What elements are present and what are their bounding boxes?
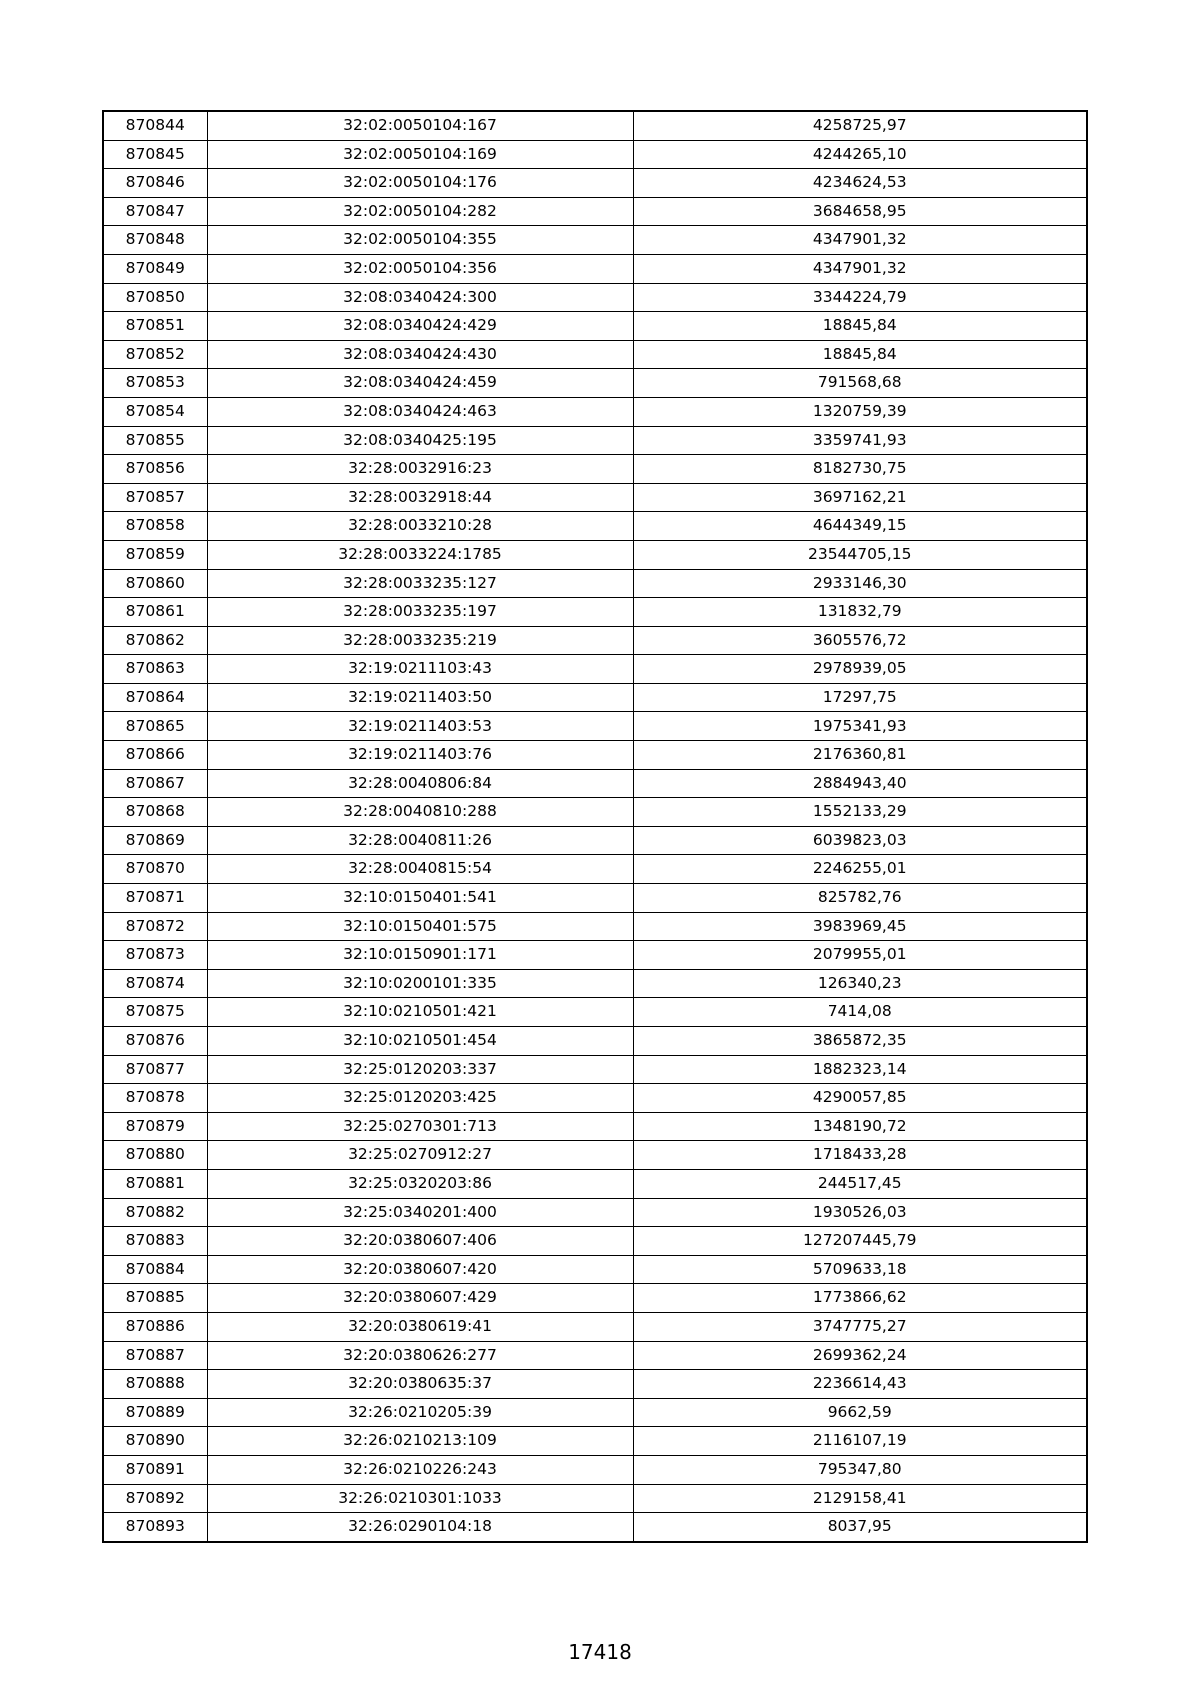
- value-cell: 2978939,05: [633, 655, 1087, 684]
- cadastral-number-cell: 32:02:0050104:167: [207, 111, 633, 140]
- value-cell: 4234624,53: [633, 169, 1087, 198]
- cadastral-number-cell: 32:20:0380619:41: [207, 1312, 633, 1341]
- value-cell: 3684658,95: [633, 197, 1087, 226]
- cadastral-number-cell: 32:26:0210226:243: [207, 1455, 633, 1484]
- table-row: [103, 1513, 1087, 1542]
- table-row: [103, 1084, 1087, 1113]
- value-cell: 1320759,39: [633, 397, 1087, 426]
- table-row: [103, 369, 1087, 398]
- value-cell: 1718433,28: [633, 1141, 1087, 1170]
- cadastral-number-cell: 32:19:0211403:53: [207, 712, 633, 741]
- cadastral-number-cell: 32:26:0210205:39: [207, 1398, 633, 1427]
- table-row: [103, 1341, 1087, 1370]
- row-number-cell: 870844: [103, 111, 207, 140]
- cadastral-number-cell: 32:20:0380626:277: [207, 1341, 633, 1370]
- cadastral-number-cell: 32:02:0050104:176: [207, 169, 633, 198]
- value-cell: 3747775,27: [633, 1312, 1087, 1341]
- table-row: [103, 1055, 1087, 1084]
- table-row: [103, 426, 1087, 455]
- value-cell: 8182730,75: [633, 455, 1087, 484]
- cadastral-number-cell: 32:08:0340424:459: [207, 369, 633, 398]
- row-number-cell: 870852: [103, 340, 207, 369]
- value-cell: 18845,84: [633, 340, 1087, 369]
- row-number-cell: 870872: [103, 912, 207, 941]
- cadastral-number-cell: 32:19:0211103:43: [207, 655, 633, 684]
- value-cell: 4290057,85: [633, 1084, 1087, 1113]
- row-number-cell: 870873: [103, 941, 207, 970]
- table-row: [103, 226, 1087, 255]
- cadastral-number-cell: 32:10:0150401:541: [207, 884, 633, 913]
- cadastral-number-cell: 32:28:0033224:1785: [207, 540, 633, 569]
- table-row: [103, 1312, 1087, 1341]
- value-cell: 2129158,41: [633, 1484, 1087, 1513]
- table-row: [103, 169, 1087, 198]
- cadastral-number-cell: 32:10:0150901:171: [207, 941, 633, 970]
- row-number-cell: 870851: [103, 312, 207, 341]
- row-number-cell: 870846: [103, 169, 207, 198]
- row-number-cell: 870890: [103, 1427, 207, 1456]
- value-cell: 8037,95: [633, 1513, 1087, 1542]
- row-number-cell: 870847: [103, 197, 207, 226]
- table-row: [103, 998, 1087, 1027]
- value-cell: 6039823,03: [633, 826, 1087, 855]
- table-row: [103, 140, 1087, 169]
- row-number-cell: 870870: [103, 855, 207, 884]
- table-row: [103, 283, 1087, 312]
- row-number-cell: 870878: [103, 1084, 207, 1113]
- row-number-cell: 870867: [103, 769, 207, 798]
- row-number-cell: 870882: [103, 1198, 207, 1227]
- cadastral-number-cell: 32:25:0320203:86: [207, 1169, 633, 1198]
- table-row: [103, 1027, 1087, 1056]
- row-number-cell: 870891: [103, 1455, 207, 1484]
- value-cell: 3344224,79: [633, 283, 1087, 312]
- row-number-cell: 870875: [103, 998, 207, 1027]
- table-row: [103, 1227, 1087, 1256]
- row-number-cell: 870853: [103, 369, 207, 398]
- row-number-cell: 870858: [103, 512, 207, 541]
- table-row: [103, 540, 1087, 569]
- value-cell: 1930526,03: [633, 1198, 1087, 1227]
- value-cell: 2884943,40: [633, 769, 1087, 798]
- table-row: [103, 1255, 1087, 1284]
- table-row: [103, 1370, 1087, 1399]
- value-cell: 1348190,72: [633, 1112, 1087, 1141]
- cadastral-number-cell: 32:02:0050104:282: [207, 197, 633, 226]
- cadastral-number-cell: 32:28:0032916:23: [207, 455, 633, 484]
- row-number-cell: 870845: [103, 140, 207, 169]
- value-cell: 3865872,35: [633, 1027, 1087, 1056]
- value-cell: 1882323,14: [633, 1055, 1087, 1084]
- row-number-cell: 870879: [103, 1112, 207, 1141]
- cadastral-number-cell: 32:25:0270912:27: [207, 1141, 633, 1170]
- table-row: [103, 1198, 1087, 1227]
- table-row: [103, 340, 1087, 369]
- value-cell: 3605576,72: [633, 626, 1087, 655]
- page-number: 17418: [568, 1640, 632, 1664]
- table-row: [103, 626, 1087, 655]
- table-row: [103, 455, 1087, 484]
- cadastral-number-cell: 32:25:0120203:337: [207, 1055, 633, 1084]
- row-number-cell: 870854: [103, 397, 207, 426]
- value-cell: 3983969,45: [633, 912, 1087, 941]
- registry-table-container: [102, 110, 1086, 1543]
- table-row: [103, 855, 1087, 884]
- table-row: [103, 941, 1087, 970]
- table-row: [103, 912, 1087, 941]
- value-cell: 4258725,97: [633, 111, 1087, 140]
- table-row: [103, 197, 1087, 226]
- row-number-cell: 870848: [103, 226, 207, 255]
- cadastral-number-cell: 32:25:0120203:425: [207, 1084, 633, 1113]
- cadastral-number-cell: 32:02:0050104:355: [207, 226, 633, 255]
- table-row: [103, 397, 1087, 426]
- row-number-cell: 870887: [103, 1341, 207, 1370]
- value-cell: 1552133,29: [633, 798, 1087, 827]
- row-number-cell: 870861: [103, 598, 207, 627]
- cadastral-number-cell: 32:02:0050104:356: [207, 254, 633, 283]
- value-cell: 4244265,10: [633, 140, 1087, 169]
- row-number-cell: 870864: [103, 683, 207, 712]
- row-number-cell: 870876: [103, 1027, 207, 1056]
- value-cell: 795347,80: [633, 1455, 1087, 1484]
- cadastral-number-cell: 32:28:0033235:219: [207, 626, 633, 655]
- table-row: [103, 1484, 1087, 1513]
- table-row: [103, 969, 1087, 998]
- cadastral-number-cell: 32:08:0340425:195: [207, 426, 633, 455]
- table-row: [103, 655, 1087, 684]
- table-row: [103, 512, 1087, 541]
- table-row: [103, 1169, 1087, 1198]
- table-row: [103, 312, 1087, 341]
- row-number-cell: 870856: [103, 455, 207, 484]
- table-row: [103, 1427, 1087, 1456]
- table-row: [103, 712, 1087, 741]
- value-cell: 2699362,24: [633, 1341, 1087, 1370]
- cadastral-number-cell: 32:19:0211403:50: [207, 683, 633, 712]
- table-row: [103, 1284, 1087, 1313]
- value-cell: 3697162,21: [633, 483, 1087, 512]
- value-cell: 2116107,19: [633, 1427, 1087, 1456]
- row-number-cell: 870884: [103, 1255, 207, 1284]
- table-row: [103, 598, 1087, 627]
- row-number-cell: 870893: [103, 1513, 207, 1542]
- value-cell: 825782,76: [633, 884, 1087, 913]
- cadastral-number-cell: 32:02:0050104:169: [207, 140, 633, 169]
- cadastral-number-cell: 32:20:0380607:429: [207, 1284, 633, 1313]
- table-row: [103, 1398, 1087, 1427]
- cadastral-number-cell: 32:28:0040815:54: [207, 855, 633, 884]
- row-number-cell: 870881: [103, 1169, 207, 1198]
- cadastral-number-cell: 32:08:0340424:300: [207, 283, 633, 312]
- table-row: [103, 741, 1087, 770]
- cadastral-number-cell: 32:28:0033235:197: [207, 598, 633, 627]
- cadastral-number-cell: 32:28:0040810:288: [207, 798, 633, 827]
- table-row: [103, 483, 1087, 512]
- table-row: [103, 254, 1087, 283]
- value-cell: 3359741,93: [633, 426, 1087, 455]
- row-number-cell: 870855: [103, 426, 207, 455]
- table-row: [103, 569, 1087, 598]
- row-number-cell: 870874: [103, 969, 207, 998]
- value-cell: 244517,45: [633, 1169, 1087, 1198]
- cadastral-number-cell: 32:20:0380607:406: [207, 1227, 633, 1256]
- table-row: [103, 1455, 1087, 1484]
- cadastral-number-cell: 32:08:0340424:429: [207, 312, 633, 341]
- value-cell: 5709633,18: [633, 1255, 1087, 1284]
- cadastral-number-cell: 32:20:0380635:37: [207, 1370, 633, 1399]
- row-number-cell: 870869: [103, 826, 207, 855]
- value-cell: 791568,68: [633, 369, 1087, 398]
- row-number-cell: 870892: [103, 1484, 207, 1513]
- cadastral-number-cell: 32:10:0210501:454: [207, 1027, 633, 1056]
- row-number-cell: 870885: [103, 1284, 207, 1313]
- cadastral-number-cell: 32:28:0040806:84: [207, 769, 633, 798]
- row-number-cell: 870849: [103, 254, 207, 283]
- table-row: [103, 798, 1087, 827]
- value-cell: 4347901,32: [633, 226, 1087, 255]
- row-number-cell: 870883: [103, 1227, 207, 1256]
- row-number-cell: 870866: [103, 741, 207, 770]
- value-cell: 2236614,43: [633, 1370, 1087, 1399]
- row-number-cell: 870880: [103, 1141, 207, 1170]
- table-row: [103, 683, 1087, 712]
- row-number-cell: 870886: [103, 1312, 207, 1341]
- cadastral-number-cell: 32:26:0210301:1033: [207, 1484, 633, 1513]
- value-cell: 4347901,32: [633, 254, 1087, 283]
- row-number-cell: 870888: [103, 1370, 207, 1399]
- cadastral-number-cell: 32:10:0210501:421: [207, 998, 633, 1027]
- row-number-cell: 870857: [103, 483, 207, 512]
- cadastral-number-cell: 32:08:0340424:430: [207, 340, 633, 369]
- table-row: [103, 769, 1087, 798]
- value-cell: 2176360,81: [633, 741, 1087, 770]
- value-cell: 4644349,15: [633, 512, 1087, 541]
- value-cell: 1975341,93: [633, 712, 1087, 741]
- row-number-cell: 870862: [103, 626, 207, 655]
- table-row: [103, 1141, 1087, 1170]
- table-row: [103, 1112, 1087, 1141]
- cadastral-number-cell: 32:26:0290104:18: [207, 1513, 633, 1542]
- registry-table-body: [103, 111, 1087, 1542]
- cadastral-number-cell: 32:28:0033210:28: [207, 512, 633, 541]
- cadastral-number-cell: 32:19:0211403:76: [207, 741, 633, 770]
- value-cell: 131832,79: [633, 598, 1087, 627]
- value-cell: 2246255,01: [633, 855, 1087, 884]
- value-cell: 23544705,15: [633, 540, 1087, 569]
- cadastral-number-cell: 32:28:0033235:127: [207, 569, 633, 598]
- cadastral-number-cell: 32:10:0200101:335: [207, 969, 633, 998]
- row-number-cell: 870860: [103, 569, 207, 598]
- cadastral-number-cell: 32:28:0040811:26: [207, 826, 633, 855]
- row-number-cell: 870868: [103, 798, 207, 827]
- cadastral-number-cell: 32:10:0150401:575: [207, 912, 633, 941]
- table-row: [103, 826, 1087, 855]
- row-number-cell: 870871: [103, 884, 207, 913]
- row-number-cell: 870863: [103, 655, 207, 684]
- value-cell: 18845,84: [633, 312, 1087, 341]
- value-cell: 2933146,30: [633, 569, 1087, 598]
- cadastral-number-cell: 32:26:0210213:109: [207, 1427, 633, 1456]
- cadastral-number-cell: 32:25:0270301:713: [207, 1112, 633, 1141]
- row-number-cell: 870877: [103, 1055, 207, 1084]
- row-number-cell: 870889: [103, 1398, 207, 1427]
- row-number-cell: 870865: [103, 712, 207, 741]
- cadastral-number-cell: 32:28:0032918:44: [207, 483, 633, 512]
- value-cell: 127207445,79: [633, 1227, 1087, 1256]
- cadastral-number-cell: 32:08:0340424:463: [207, 397, 633, 426]
- value-cell: 1773866,62: [633, 1284, 1087, 1313]
- table-row: [103, 884, 1087, 913]
- cadastral-number-cell: 32:20:0380607:420: [207, 1255, 633, 1284]
- value-cell: 7414,08: [633, 998, 1087, 1027]
- value-cell: 126340,23: [633, 969, 1087, 998]
- value-cell: 2079955,01: [633, 941, 1087, 970]
- registry-table: [102, 110, 1088, 1543]
- value-cell: 9662,59: [633, 1398, 1087, 1427]
- table-row: [103, 111, 1087, 140]
- cadastral-number-cell: 32:25:0340201:400: [207, 1198, 633, 1227]
- row-number-cell: 870850: [103, 283, 207, 312]
- value-cell: 17297,75: [633, 683, 1087, 712]
- row-number-cell: 870859: [103, 540, 207, 569]
